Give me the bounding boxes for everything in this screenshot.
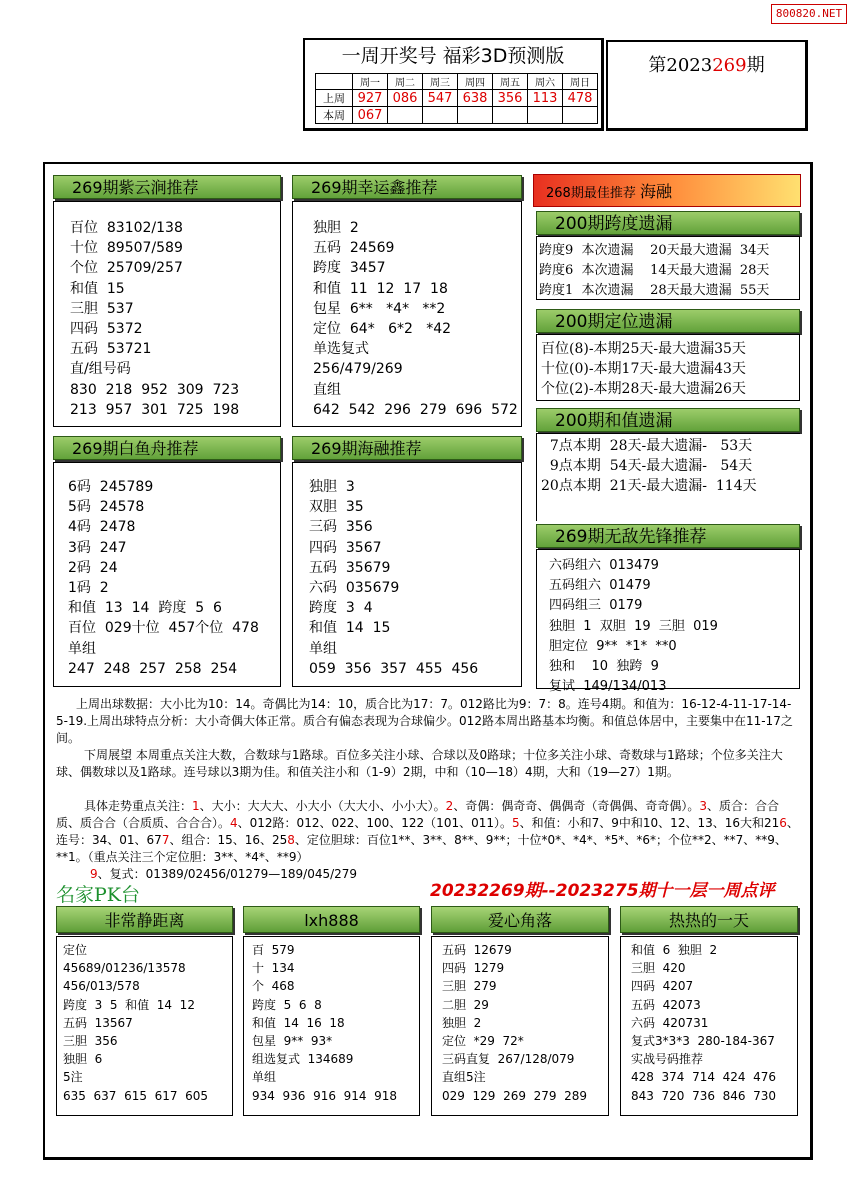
hezhi-panel xyxy=(536,433,800,521)
hezhi-line: 20点本期 21天-最大遗漏- 114天 xyxy=(541,478,757,495)
ziyun-panel xyxy=(53,201,281,427)
watermark: 800820.NET xyxy=(771,4,847,24)
col2-line: 组选复式 134689 xyxy=(252,1052,354,1067)
col1-line: 45689/01236/13578 xyxy=(63,961,186,976)
col4-title: 热热的一天 xyxy=(620,906,798,933)
col3-line: 029 129 269 279 289 xyxy=(442,1088,588,1103)
hezhi-line: 7点本期 28天-最大遗漏- 53天 xyxy=(541,438,753,454)
col4-line: 和值 6 独胆 2 xyxy=(631,943,718,957)
analysis-paragraph-2: 下周展望 本周重点关注大数，合数球与1路球。百位多关注小球、合球以及0路球；十位多关注小球、奇数球与1路球；个位多关注大球、偶数球以及1路球。连号球以3期为佳。和值关注小和（1-9）2期，中和（10—18）4期，大和（19—27）1期。 xyxy=(56,748,783,779)
hezhi-title: 200期和值遗漏 xyxy=(536,408,800,432)
day-thu: 周四 xyxy=(458,74,493,90)
col4-line: 428 374 714 424 476 xyxy=(631,1070,777,1085)
ziyun-line: 213 957 301 725 198 xyxy=(70,401,240,418)
slogan: 20232269期--2023275期十一层一周点评 xyxy=(430,881,775,901)
baiyu-panel xyxy=(53,462,281,687)
draw-header xyxy=(303,38,604,131)
day-sat: 周六 xyxy=(528,74,563,90)
last-week-num: 927 xyxy=(353,90,388,107)
xingyun-line: 和值 11 12 17 18 xyxy=(313,280,448,297)
kuadu-line: 跨度6 本次遗漏 14天最大遗漏 28天 xyxy=(539,263,770,279)
day-sun: 周日 xyxy=(563,74,598,90)
kuadu-line: 跨度9 本次遗漏 20天最大遗漏 34天 xyxy=(539,243,770,258)
kuadu-title: 200期跨度遗漏 xyxy=(536,211,800,235)
col3-line: 三胆 279 xyxy=(442,979,497,994)
pk-title: 名家PK台 xyxy=(56,884,140,906)
col4-line: 四码 4207 xyxy=(631,979,694,994)
haironglist-line: 六码 035679 xyxy=(309,580,400,597)
xingyun-line: 642 542 296 279 696 572 xyxy=(313,401,518,418)
xingyun-line: 五码 24569 xyxy=(313,240,395,257)
best-small: 268期最佳推荐 xyxy=(546,186,636,201)
col4-line: 三胆 420 xyxy=(631,961,686,976)
wudi-line: 五码组六 01479 xyxy=(549,578,651,594)
ziyun-line: 五码 53721 xyxy=(70,341,152,358)
ziyun-lines xyxy=(70,218,280,420)
wudi-title: 269期无敌先锋推荐 xyxy=(536,524,800,548)
xingyun-panel xyxy=(292,201,522,427)
hairong-panel xyxy=(292,462,522,687)
col2-line: 单组 xyxy=(252,1070,277,1085)
col3-title: 爱心角落 xyxy=(431,906,609,933)
haironglist-line: 和值 14 15 xyxy=(309,620,391,637)
day-tue: 周二 xyxy=(388,74,423,90)
dingwei-line: 百位(8)-本期25天-最大遗漏35天 xyxy=(541,341,746,357)
haironglist-line: 059 356 357 455 456 xyxy=(309,660,479,677)
header-title: 一周开奖号 福彩3D预测版 xyxy=(341,45,565,67)
baiyu-lines xyxy=(68,477,280,679)
day-mon: 周一 xyxy=(353,74,388,90)
haironglist-line: 跨度 3 4 xyxy=(309,600,373,617)
ziyun-title: 269期紫云涧推荐 xyxy=(53,175,281,199)
this-week-label: 本周 xyxy=(316,107,353,124)
col2-panel xyxy=(243,936,420,1116)
col2-line: 十 134 xyxy=(252,961,295,976)
wudi-line: 四码组三 0179 xyxy=(549,598,643,614)
this-week-num: 067 xyxy=(353,107,388,124)
xingyun-line: 跨度 3457 xyxy=(313,260,386,277)
last-week-num: 547 xyxy=(423,90,458,107)
baiyu-line: 247 248 257 258 254 xyxy=(68,660,238,677)
ziyun-line: 十位 89507/589 xyxy=(70,240,183,257)
col3-line: 二胆 29 xyxy=(442,997,489,1012)
period-number: 269 xyxy=(712,55,747,76)
col1-line: 456/013/578 xyxy=(63,979,140,994)
best-name: 海融 xyxy=(639,182,672,201)
dingwei-panel xyxy=(536,334,800,401)
col4-line: 843 720 736 846 730 xyxy=(631,1088,777,1103)
haironglist-line: 双胆 35 xyxy=(309,499,364,516)
col3-line: 定位 *29 72* xyxy=(442,1034,524,1049)
col4-panel xyxy=(620,936,798,1116)
xingyun-line: 包星 6** *4* **2 xyxy=(313,300,446,317)
last-week-num: 638 xyxy=(458,90,493,107)
col2-line: 个 468 xyxy=(252,979,295,994)
col2-title: lxh888 xyxy=(243,906,420,933)
period-box xyxy=(606,40,808,131)
dingwei-title: 200期定位遗漏 xyxy=(536,309,800,333)
col1-panel xyxy=(56,936,233,1116)
this-week-num xyxy=(388,107,423,124)
hezhi-lines xyxy=(541,436,800,497)
col3-line: 直组5注 xyxy=(442,1070,486,1085)
xingyun-line: 256/479/269 xyxy=(313,361,403,378)
col4-line: 五码 42073 xyxy=(631,997,701,1012)
last-week-num: 086 xyxy=(388,90,423,107)
baiyu-line: 4码 2478 xyxy=(68,519,136,536)
kuadu-lines xyxy=(539,241,799,302)
dingwei-line: 十位(0)-本期17天-最大遗漏43天 xyxy=(541,361,746,378)
col3-panel xyxy=(431,936,609,1116)
col3-line: 三码直复 267/128/079 xyxy=(442,1052,575,1067)
hairong-lines xyxy=(309,477,521,679)
col3-line: 四码 1279 xyxy=(442,961,505,976)
col3-line: 五码 12679 xyxy=(442,943,512,957)
baiyu-line: 5码 24578 xyxy=(68,499,145,516)
analysis-paragraph-3: 具体走势重点关注：1、大小：大大大、小大小（大大小、小小大）。2、奇偶：偶奇奇、偶偶奇（奇偶偶、奇奇偶）。3、质合：合合质、质合合（合质质、合合合）。4、012路：012、022、100、122（101、011）。5、和值：小和7、9中和10、12、13、16大和216、连号：34、01、677、组合：15、16、258、定位胆球：百位1**、3**、8**、9**；十位*0*、*4*、*5*、*6*；个位**2、**7、**9、**1。（重点关注三个定位胆：3**、*4*、**9） xyxy=(56,799,799,864)
day-fri: 周五 xyxy=(493,74,528,90)
col1-line: 五码 13567 xyxy=(63,1015,133,1030)
xingyun-line: 单选复式 xyxy=(313,341,369,358)
haironglist-line: 五码 35679 xyxy=(309,559,391,576)
hezhi-line: 9点本期 54天-最大遗漏- 54天 xyxy=(541,458,753,475)
wudi-panel xyxy=(536,549,800,695)
this-week-num xyxy=(563,107,598,124)
this-week-num xyxy=(493,107,528,124)
last-week-num: 113 xyxy=(528,90,563,107)
col2-line: 934 936 916 914 918 xyxy=(252,1088,398,1103)
xingyun-line: 定位 64* 6*2 *42 xyxy=(313,321,452,338)
kuadu-line: 跨度1 本次遗漏 28天最大遗漏 55天 xyxy=(539,283,770,299)
last-week-num: 478 xyxy=(563,90,598,107)
baiyu-line: 3码 247 xyxy=(68,539,127,556)
last-week-label: 上周 xyxy=(316,90,353,107)
col1-line: 独胆 6 xyxy=(63,1052,103,1067)
wudi-lines xyxy=(549,556,799,697)
this-week-num xyxy=(528,107,563,124)
col4-line: 六码 420731 xyxy=(631,1015,709,1030)
col3-line: 独胆 2 xyxy=(442,1015,482,1030)
wudi-line: 独和 10 独跨 9 xyxy=(549,659,659,675)
col1-title: 非常静距离 xyxy=(56,906,233,933)
col1-line: 定位 xyxy=(63,943,88,957)
xingyun-line: 独胆 2 xyxy=(313,220,359,236)
this-week-num xyxy=(458,107,493,124)
wudi-line: 独胆 1 双胆 19 三胆 019 xyxy=(549,618,718,634)
col2-line: 跨度 5 6 8 xyxy=(252,997,322,1012)
wudi-line: 六码组六 013479 xyxy=(549,558,659,573)
this-week-num xyxy=(423,107,458,124)
baiyu-line: 1码 2 xyxy=(68,580,109,597)
ziyun-line: 三胆 537 xyxy=(70,300,134,317)
day-wed: 周三 xyxy=(423,74,458,90)
col2-line: 和值 14 16 18 xyxy=(252,1015,345,1030)
xingyun-lines xyxy=(313,218,521,420)
baiyu-title: 269期白鱼舟推荐 xyxy=(53,436,281,460)
period-prefix: 第2023 xyxy=(648,55,713,76)
analysis-paragraph-4: 9、复式：01389/02456/01279—189/045/279 xyxy=(90,867,358,881)
baiyu-line: 百位 029十位 457个位 478 xyxy=(68,620,259,637)
ziyun-line: 个位 25709/257 xyxy=(70,260,183,277)
hairong-title: 269期海融推荐 xyxy=(292,436,522,460)
last-week-num: 356 xyxy=(493,90,528,107)
week-table xyxy=(315,73,598,124)
ziyun-line: 和值 15 xyxy=(70,280,125,297)
col4-line: 复式3*3*3 280-184-367 xyxy=(631,1034,775,1049)
col2-line: 百 579 xyxy=(252,943,295,957)
col1-line: 5注 xyxy=(63,1070,83,1085)
haironglist-line: 四码 3567 xyxy=(309,539,382,556)
dingwei-lines xyxy=(541,339,799,400)
wudi-line: 复试 149/134/013 xyxy=(549,679,667,695)
wudi-line: 胆定位 9** *1* **0 xyxy=(549,638,677,654)
kuadu-panel xyxy=(536,236,800,300)
xingyun-title: 269期幸运鑫推荐 xyxy=(292,175,522,199)
best-banner xyxy=(533,174,801,207)
col1-line: 635 637 615 617 605 xyxy=(63,1088,209,1103)
col2-line: 包星 9** 93* xyxy=(252,1034,333,1049)
ziyun-line: 四码 5372 xyxy=(70,321,143,338)
ziyun-line: 百位 83102/138 xyxy=(70,220,183,236)
haironglist-line: 三码 356 xyxy=(309,519,373,536)
period-suffix: 期 xyxy=(746,55,765,76)
col1-line: 三胆 356 xyxy=(63,1034,118,1049)
ziyun-line: 直/组号码 xyxy=(70,361,131,378)
baiyu-line: 和值 13 14 跨度 5 6 xyxy=(68,600,222,617)
baiyu-line: 2码 24 xyxy=(68,559,118,576)
haironglist-line: 独胆 3 xyxy=(309,479,355,495)
xingyun-line: 直组 xyxy=(313,381,341,398)
haironglist-line: 单组 xyxy=(309,640,337,657)
col4-line: 实战号码推荐 xyxy=(631,1052,704,1067)
baiyu-line: 单组 xyxy=(68,640,96,657)
col1-line: 跨度 3 5 和值 14 12 xyxy=(63,997,195,1012)
analysis-paragraph-1: 上周出球数据：大小比为10：14。奇偶比为14：10，质合比为17：7。012路比为9：7：8。连号4期。和值为：16-12-4-11-17-14-5-19.上周出球特点分析：大小奇偶大体正常。质合有偏态表现为合球偏少。012路本周出路基本均衡。和值总体居中，主要集中在11-17之间。 xyxy=(56,697,793,745)
dingwei-line: 个位(2)-本期28天-最大遗漏26天 xyxy=(541,381,746,398)
baiyu-line: 6码 245789 xyxy=(68,479,154,495)
ziyun-line: 830 218 952 309 723 xyxy=(70,381,240,398)
